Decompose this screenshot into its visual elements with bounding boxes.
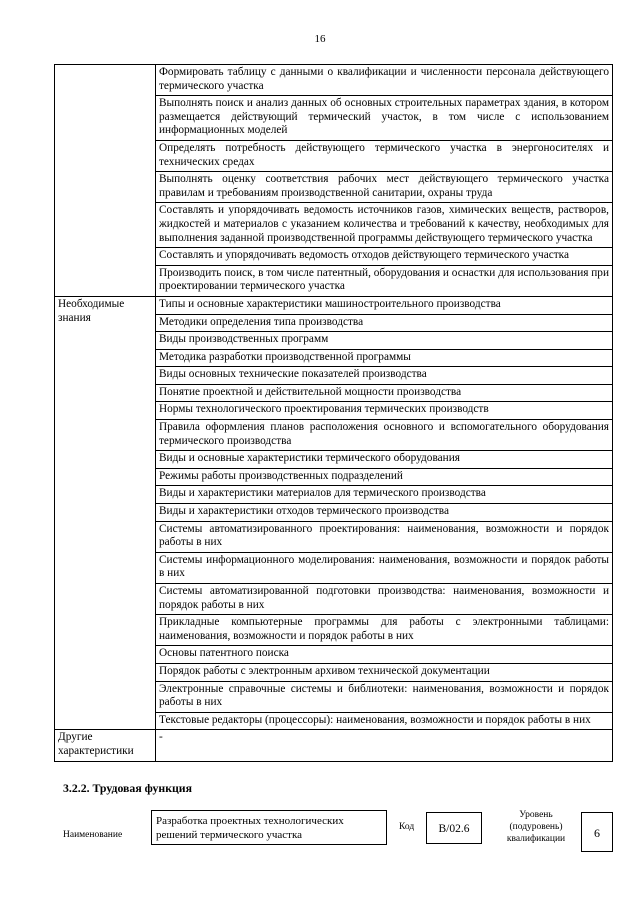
other-value-cell: - bbox=[156, 730, 613, 761]
knowledge-item: Основы патентного поиска bbox=[156, 646, 613, 664]
skills_continued-item: Выполнять оценку соответствия рабочих мест действующего термического участка правилам и требованиям производственной санитарии, охраны труда bbox=[156, 172, 613, 203]
knowledge-item: Порядок работы с электронным архивом технической документации bbox=[156, 663, 613, 681]
page-number: 16 bbox=[314, 33, 326, 45]
knowledge-item: Режимы работы производственных подразделений bbox=[156, 468, 613, 486]
labor-function-row bbox=[0, 808, 640, 858]
qualification-level-label: Уровень (подуровень) квалификации bbox=[506, 810, 566, 844]
knowledge-item: Системы автоматизированного проектирования: наименования, возможности и порядок работы в них bbox=[156, 521, 613, 552]
knowledge-item: Виды и характеристики отходов термического производства bbox=[156, 504, 613, 522]
knowledge-item: Прикладные компьютерные программы для работы с электронными таблицами: наименования, возможности и порядок работы в них bbox=[156, 615, 613, 646]
skills_continued-item: Составлять и упорядочивать ведомость источников газов, химических веществ, растворов, жидкостей и материалов с указанием количества и требований к качеству, необходимых для выполнения заданной производственной программы действующего термического участка bbox=[156, 203, 613, 248]
section-title: 3.2.2. Трудовая функция bbox=[63, 781, 192, 795]
other-label-cell: Другие характеристики bbox=[55, 730, 156, 761]
name-value-box: Разработка проектных технологических решений термического участка bbox=[151, 810, 387, 845]
table-row bbox=[55, 65, 613, 96]
code-label: Код bbox=[399, 822, 415, 832]
skills_continued-item: Производить поиск, в том числе патентный, оборудования и оснастки для использования при проектировании термического участка bbox=[156, 265, 613, 296]
knowledge-item: Виды основных технические показателей производства bbox=[156, 367, 613, 385]
knowledge-item: Методика разработки производственной программы bbox=[156, 349, 613, 367]
skills_continued-item: Выполнять поиск и анализ данных об основных строительных параметрах здания, в котором размещается действующий термический участок, в том числе с использованием информационных моделей bbox=[156, 96, 613, 141]
knowledge-item: Виды и характеристики материалов для термического производства bbox=[156, 486, 613, 504]
knowledge-item: Электронные справочные системы и библиотеки: наименования, возможности и порядок работы в них bbox=[156, 681, 613, 712]
code-value-box: B/02.6 bbox=[426, 812, 482, 844]
skills_continued-item: Формировать таблицу с данными о квалификации и численности персонала действующего термического участка bbox=[156, 65, 613, 96]
skills_continued-item: Составлять и упорядочивать ведомость отходов действующего термического участка bbox=[156, 248, 613, 266]
knowledge-item: Виды и основные характеристики термического оборудования bbox=[156, 451, 613, 469]
knowledge-item: Системы информационного моделирования: наименования, возможности и порядок работы в них bbox=[156, 552, 613, 583]
table-row bbox=[55, 296, 613, 314]
knowledge-item: Типы и основные характеристики машиностроительного производства bbox=[156, 296, 613, 314]
requirements-table bbox=[54, 64, 613, 762]
skills_continued-label-cell bbox=[55, 65, 156, 297]
skills_continued-item: Определять потребность действующего термического участка в энергоносителях и технических средах bbox=[156, 140, 613, 171]
qualification-level-box: 6 bbox=[581, 812, 613, 852]
knowledge-item: Виды производственных программ bbox=[156, 332, 613, 350]
knowledge-item: Методики определения типа производства bbox=[156, 314, 613, 332]
knowledge-item: Нормы технологического проектирования термических производств bbox=[156, 402, 613, 420]
knowledge-item: Понятие проектной и действительной мощности производства bbox=[156, 384, 613, 402]
name-label: Наименование bbox=[63, 830, 123, 840]
knowledge-label-cell: Необходимые знания bbox=[55, 296, 156, 729]
knowledge-item: Правила оформления планов расположения основного и вспомогательного оборудования термического производства bbox=[156, 420, 613, 451]
knowledge-item: Системы автоматизированной подготовки производства: наименования, возможности и порядок работы в них bbox=[156, 584, 613, 615]
knowledge-item: Текстовые редакторы (процессоры): наименования, возможности и порядок работы в них bbox=[156, 712, 613, 730]
table-row bbox=[55, 730, 613, 761]
